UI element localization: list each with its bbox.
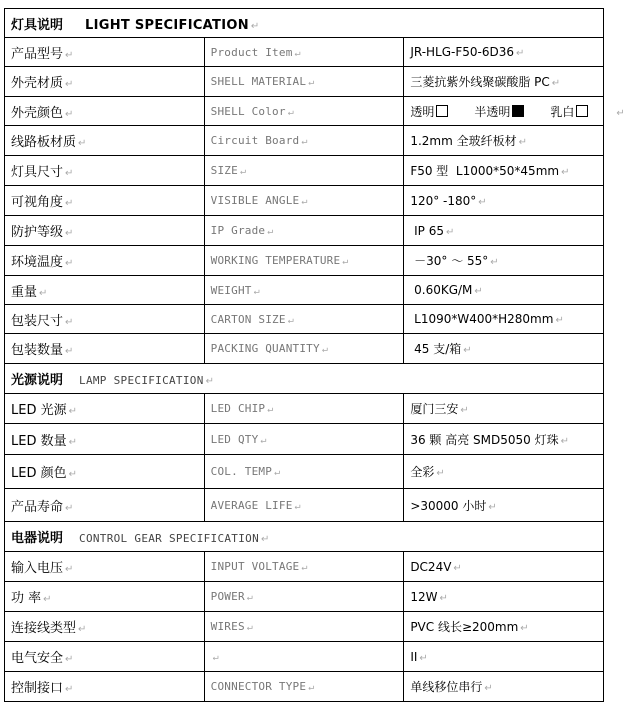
label-en-text: Circuit Board — [210, 134, 300, 147]
value-text: F50 型 L1000*50*45mm — [410, 164, 560, 178]
table-row — [5, 642, 604, 672]
spec-label-cn — [5, 126, 205, 156]
value-text: 三菱抗紫外线聚碳酸脂 PC — [410, 75, 550, 89]
paragraph-mark-icon: ↵ — [65, 564, 74, 575]
value-text: 1.2mm 全玻纤板材 — [410, 134, 517, 148]
label-en-text: WIRES — [210, 620, 245, 633]
spec-value — [404, 334, 604, 364]
spec-label-en — [204, 642, 404, 672]
spec-label-en — [204, 552, 404, 582]
value-text: 单线移位串行 — [410, 680, 483, 694]
value-text: DC24V — [410, 559, 452, 574]
label-en-text: WORKING TEMPERATURE — [210, 254, 341, 267]
color-option-label: 透明 — [410, 104, 435, 119]
spec-label-cn — [5, 97, 205, 126]
section-header-gear — [5, 522, 604, 552]
spec-label-en — [204, 276, 404, 305]
spec-value — [404, 489, 604, 522]
label-en-text: VISIBLE ANGLE — [210, 194, 300, 207]
spec-label-en — [204, 216, 404, 246]
paragraph-mark-icon: ↵ — [555, 315, 564, 326]
table-row — [5, 672, 604, 702]
paragraph-mark-icon: ↵ — [65, 654, 74, 665]
label-cn-text: 灯具尺寸 — [11, 165, 64, 180]
table-row — [5, 489, 604, 522]
label-en-text: INPUT VOLTAGE — [210, 560, 300, 573]
paragraph-mark-icon: ↵ — [419, 652, 428, 664]
spec-label-en — [204, 305, 404, 334]
label-en-text: COL. TEMP — [210, 465, 273, 478]
value-text: 45 支/箱 — [410, 342, 462, 356]
paragraph-mark-icon: ↵ — [490, 257, 499, 268]
section-title-cell — [5, 364, 604, 394]
spec-label-en — [204, 489, 404, 522]
label-cn-text: 输入电压 — [11, 561, 64, 576]
paragraph-mark-icon: ↵ — [65, 168, 74, 179]
paragraph-mark-icon: ↵ — [68, 469, 77, 480]
paragraph-mark-icon: ↵ — [287, 106, 294, 118]
table-row — [5, 246, 604, 276]
spec-label-cn — [5, 582, 205, 612]
paragraph-mark-icon: ↵ — [518, 137, 527, 148]
spec-value — [404, 67, 604, 97]
paragraph-mark-icon: ↵ — [321, 344, 329, 355]
label-en-text: CARTON SIZE — [210, 312, 286, 326]
paragraph-mark-icon: ↵ — [68, 406, 77, 417]
spec-label-cn — [5, 276, 205, 305]
paragraph-mark-icon: ↵ — [65, 108, 74, 120]
paragraph-mark-icon: ↵ — [474, 286, 483, 297]
value-text: 全彩 — [410, 465, 435, 479]
paragraph-mark-icon: ↵ — [68, 436, 77, 448]
value-text: 12W — [410, 589, 438, 604]
table-row — [5, 582, 604, 612]
paragraph-mark-icon: ↵ — [250, 20, 260, 32]
spec-value — [404, 186, 604, 216]
section-header-light — [5, 9, 604, 38]
spec-label-en — [204, 672, 404, 702]
value-text: 厦门三安 — [410, 402, 459, 416]
label-cn-text: LED 数量 — [11, 433, 67, 449]
table-row — [5, 216, 604, 246]
paragraph-mark-icon: ↵ — [308, 77, 315, 88]
label-cn-text: 防护等级 — [11, 225, 64, 240]
label-en-text: PACKING QUANTITY — [210, 342, 320, 355]
paragraph-mark-icon: ↵ — [294, 47, 301, 59]
color-option-label: 乳白 — [550, 104, 575, 119]
value-text: L1090*W400*H280mm — [410, 312, 554, 326]
spec-value — [404, 552, 604, 582]
spec-value — [404, 612, 604, 642]
paragraph-mark-icon: ↵ — [253, 285, 260, 297]
spec-label-en — [204, 126, 404, 156]
paragraph-mark-icon: ↵ — [267, 226, 274, 237]
paragraph-mark-icon: ↵ — [39, 287, 48, 299]
paragraph-mark-icon: ↵ — [239, 166, 247, 177]
spec-value — [404, 126, 604, 156]
label-cn-text: 外壳颜色 — [11, 105, 64, 121]
paragraph-mark-icon: ↵ — [65, 49, 74, 61]
spec-label-cn — [5, 642, 205, 672]
spec-value — [404, 305, 604, 334]
section-title-cn: 灯具说明 — [11, 17, 64, 33]
value-text: IP 65 — [410, 223, 444, 238]
color-option-label: 半透明 — [474, 104, 511, 119]
value-text: PVC 线长≥200mm — [410, 620, 519, 634]
value-text: >30000 小时 — [410, 498, 487, 513]
spec-label-en — [204, 424, 404, 455]
paragraph-mark-icon: ↵ — [65, 346, 74, 357]
section-title-en: LIGHT SPECIFICATION — [85, 17, 249, 33]
section-title-cn: 光源说明 — [11, 373, 64, 388]
table-row — [5, 186, 604, 216]
paragraph-mark-icon: ↵ — [616, 107, 625, 119]
spec-value — [404, 276, 604, 305]
paragraph-mark-icon: ↵ — [43, 594, 52, 605]
paragraph-mark-icon: ↵ — [453, 562, 462, 574]
table-row — [5, 67, 604, 97]
paragraph-mark-icon: ↵ — [342, 256, 349, 267]
spec-label-cn — [5, 334, 205, 364]
label-cn-text: 重量 — [11, 284, 38, 300]
section-title-en: LAMP SPECIFICATION — [79, 374, 204, 387]
value-text: II — [410, 649, 418, 664]
spec-label-en — [204, 186, 404, 216]
paragraph-mark-icon: ↵ — [65, 258, 74, 269]
table-row — [5, 612, 604, 642]
empty-square-icon — [576, 105, 588, 117]
section-title-en: CONTROL GEAR SPECIFICATION — [79, 532, 260, 545]
table-row — [5, 334, 604, 364]
paragraph-mark-icon: ↵ — [274, 467, 281, 478]
spec-label-cn — [5, 612, 205, 642]
spec-value — [404, 394, 604, 424]
color-option — [474, 105, 524, 119]
spec-label-cn — [5, 424, 205, 455]
table-row — [5, 126, 604, 156]
label-en-text: POWER — [210, 590, 245, 603]
color-option — [550, 105, 588, 119]
paragraph-mark-icon: ↵ — [65, 228, 74, 239]
spec-label-cn — [5, 394, 205, 424]
table-row — [5, 424, 604, 455]
label-cn-text: 包装数量 — [11, 343, 64, 358]
paragraph-mark-icon: ↵ — [78, 138, 87, 149]
spec-label-en — [204, 156, 404, 186]
table-row — [5, 552, 604, 582]
value-text: JR-HLG-F50-6D36 — [410, 45, 515, 59]
paragraph-mark-icon: ↵ — [294, 500, 301, 512]
spec-label-cn — [5, 672, 205, 702]
label-cn-text: 电气安全 — [11, 651, 64, 666]
spec-label-cn — [5, 455, 205, 489]
paragraph-mark-icon: ↵ — [212, 652, 219, 663]
paragraph-mark-icon: ↵ — [484, 683, 493, 694]
label-cn-text: LED 颜色 — [11, 466, 67, 481]
spec-value — [404, 582, 604, 612]
label-en-text: SIZE — [210, 164, 238, 177]
label-cn-text: 线路板材质 — [11, 135, 77, 150]
spec-value — [404, 642, 604, 672]
label-cn-text: 包装尺寸 — [11, 313, 64, 329]
table-row — [5, 97, 604, 126]
spec-value — [404, 424, 604, 455]
spec-label-en — [204, 246, 404, 276]
label-cn-text: 环境温度 — [11, 255, 64, 270]
spec-value — [404, 246, 604, 276]
spec-label-en — [204, 612, 404, 642]
value-text: 36 颗 高亮 SMD5050 灯珠 — [410, 432, 559, 447]
paragraph-mark-icon: ↵ — [78, 624, 87, 635]
table-row — [5, 455, 604, 489]
paragraph-mark-icon: ↵ — [561, 167, 570, 178]
paragraph-mark-icon: ↵ — [488, 501, 497, 513]
label-cn-text: 控制接口 — [11, 681, 64, 696]
table-row — [5, 305, 604, 334]
filled-square-icon — [512, 105, 524, 117]
paragraph-mark-icon: ↵ — [301, 196, 308, 207]
paragraph-mark-icon: ↵ — [246, 592, 254, 603]
value-text: 120° -180° — [410, 193, 477, 208]
paragraph-mark-icon: ↵ — [520, 623, 529, 634]
label-cn-text: 外壳材质 — [11, 76, 64, 91]
paragraph-mark-icon: ↵ — [308, 682, 315, 693]
label-en-text: Product Item — [210, 45, 293, 59]
spec-value — [404, 38, 604, 67]
paragraph-mark-icon: ↵ — [65, 316, 74, 328]
color-option — [410, 105, 448, 119]
spec-value — [404, 455, 604, 489]
label-en-text: AVERAGE LIFE — [210, 498, 293, 512]
label-cn-text: 连接线类型 — [11, 621, 77, 636]
spec-label-cn — [5, 552, 205, 582]
paragraph-mark-icon: ↵ — [287, 314, 294, 326]
paragraph-mark-icon: ↵ — [267, 404, 274, 415]
paragraph-mark-icon: ↵ — [246, 622, 254, 633]
spec-label-en — [204, 97, 404, 126]
spec-value — [404, 156, 604, 186]
paragraph-mark-icon: ↵ — [301, 562, 308, 573]
spec-value — [404, 216, 604, 246]
spec-label-cn — [5, 489, 205, 522]
paragraph-mark-icon: ↵ — [65, 79, 74, 90]
label-en-text: CONNECTOR TYPE — [210, 680, 307, 693]
table-row — [5, 276, 604, 305]
table-row — [5, 156, 604, 186]
paragraph-mark-icon: ↵ — [460, 405, 469, 416]
paragraph-mark-icon: ↵ — [261, 534, 270, 545]
paragraph-mark-icon: ↵ — [65, 684, 74, 695]
label-cn-text: 功 率 — [11, 591, 42, 606]
spec-label-cn — [5, 246, 205, 276]
label-en-text: SHELL Color — [210, 104, 286, 118]
section-title-cell — [5, 522, 604, 552]
table-row — [5, 394, 604, 424]
value-text: 0.60KG/M — [410, 283, 473, 297]
specification-table — [4, 8, 625, 702]
empty-square-icon — [436, 105, 448, 117]
paragraph-mark-icon: ↵ — [560, 435, 569, 447]
paragraph-mark-icon: ↵ — [516, 48, 525, 59]
paragraph-mark-icon: ↵ — [205, 376, 215, 387]
spec-label-cn — [5, 156, 205, 186]
spec-label-en — [204, 455, 404, 489]
section-header-lamp — [5, 364, 604, 394]
spec-label-cn — [5, 38, 205, 67]
paragraph-mark-icon: ↵ — [260, 434, 267, 446]
label-cn-text: 产品型号 — [11, 46, 64, 62]
spec-label-cn — [5, 67, 205, 97]
spec-label-en — [204, 394, 404, 424]
spec-label-en — [204, 334, 404, 364]
paragraph-mark-icon: ↵ — [446, 226, 455, 238]
paragraph-mark-icon: ↵ — [436, 468, 445, 479]
value-text: －30° ～ 55° — [410, 254, 489, 268]
label-en-text: SHELL MATERIAL — [210, 75, 307, 88]
paragraph-mark-icon: ↵ — [65, 502, 74, 514]
label-en-text: WEIGHT — [210, 283, 252, 297]
label-en-text: LED CHIP — [210, 402, 266, 415]
table-row — [5, 38, 604, 67]
label-en-text: IP Grade — [210, 224, 266, 237]
spec-label-en — [204, 582, 404, 612]
paragraph-mark-icon: ↵ — [478, 196, 487, 208]
paragraph-mark-icon: ↵ — [65, 198, 74, 209]
label-en-text: LED QTY — [210, 432, 259, 446]
spec-label-en — [204, 38, 404, 67]
paragraph-mark-icon: ↵ — [439, 592, 448, 604]
paragraph-mark-icon: ↵ — [301, 136, 308, 147]
section-title-cn: 电器说明 — [11, 531, 64, 546]
spec-label-en — [204, 67, 404, 97]
label-cn-text: 产品寿命 — [11, 499, 64, 515]
spec-label-cn — [5, 186, 205, 216]
section-title-cell — [5, 9, 604, 38]
spec-label-cn — [5, 305, 205, 334]
paragraph-mark-icon: ↵ — [551, 78, 561, 89]
paragraph-mark-icon: ↵ — [463, 345, 472, 356]
label-cn-text: LED 光源 — [11, 403, 67, 418]
spec-value — [404, 97, 625, 126]
spec-label-cn — [5, 216, 205, 246]
spec-value — [404, 672, 604, 702]
label-cn-text: 可视角度 — [11, 195, 64, 210]
